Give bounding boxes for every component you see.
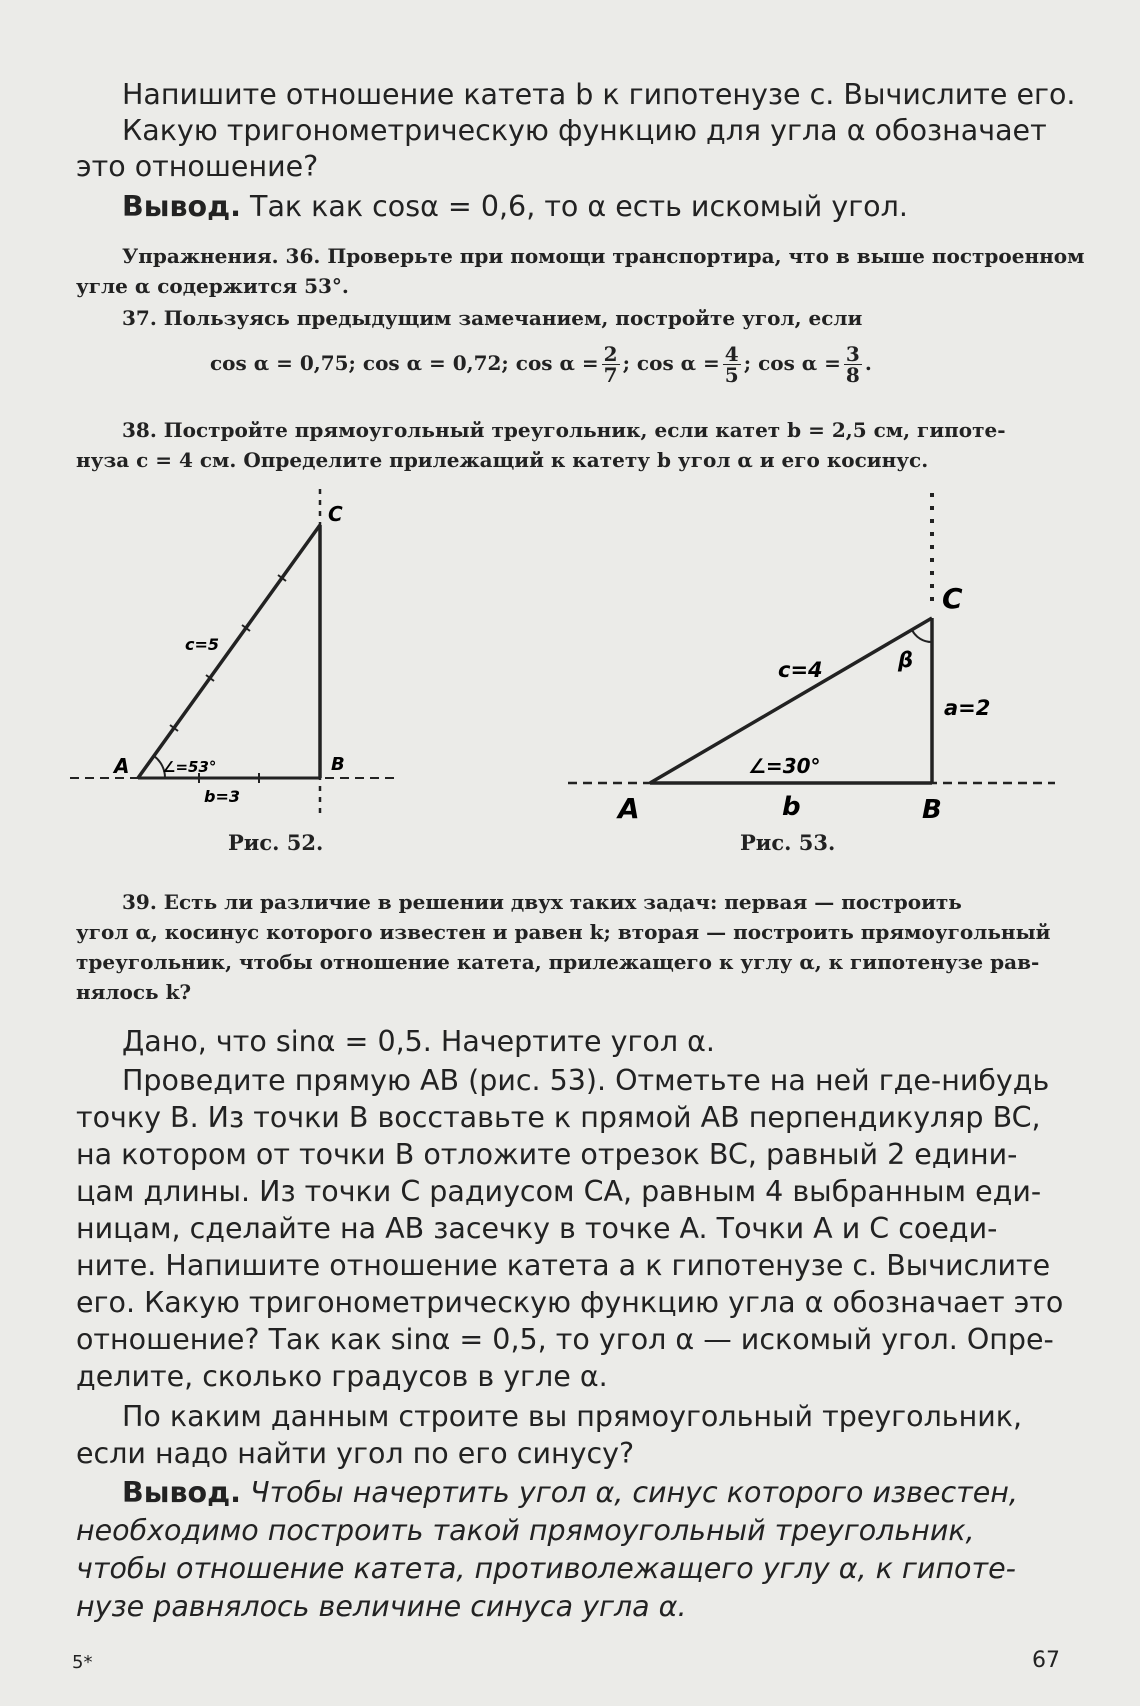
fraction-5: $\frac{3}{8}$ bbox=[845, 342, 860, 387]
exercise-38-line-1: 38. Постройте прямоугольный треугольник, если катет b = 2,5 см, гипоте- bbox=[122, 418, 1006, 442]
body-conclusion-line-4: нузе равнялось величине синуса угла α. bbox=[76, 1590, 687, 1623]
fig52-label-A: A bbox=[114, 754, 130, 778]
exercise-36-label: Упражнения. 36. bbox=[122, 244, 321, 268]
body-p2-line-6: ните. Напишите отношение катета a к гипотенузе c. Вычислите bbox=[76, 1249, 1051, 1282]
figure-53-caption: Рис. 53. bbox=[740, 830, 836, 855]
exercise-37-text: Пользуясь предыдущим замечанием, постройте угол, если bbox=[163, 306, 863, 330]
fig52-label-C: C bbox=[328, 502, 343, 526]
body-p3-line-1: По каким данным строите вы прямоугольный треугольник, bbox=[122, 1400, 1023, 1433]
top-line-2: Какую тригонометрическую функцию для угла α обозначает bbox=[122, 114, 1047, 147]
formula-4-pre: cos α = bbox=[636, 351, 720, 375]
formula-2: cos α = 0,72; bbox=[362, 351, 509, 375]
fig52-label-B: B bbox=[331, 754, 345, 775]
body-p2-line-5: ницам, сделайте на AB засечку в точке A. Точки A и C соеди- bbox=[76, 1212, 998, 1245]
body-p2-line-1: Проведите прямую AB (рис. 53). Отметьте на ней где-нибудь bbox=[122, 1064, 1050, 1097]
exercise-36-line-2: угле α содержится 53°. bbox=[76, 274, 349, 298]
page-number: 67 bbox=[1032, 1648, 1060, 1673]
body-conclusion-text-1: Чтобы начертить угол α, синус которого известен, bbox=[250, 1476, 1018, 1509]
fig53-label-B: B bbox=[922, 795, 942, 825]
body-conclusion-line-2: необходимо построить такой прямоугольный треугольник, bbox=[76, 1514, 975, 1547]
fig53-label-leg-b: b bbox=[782, 792, 801, 822]
figure-53 bbox=[560, 485, 1060, 825]
body-p2-line-7: его. Какую тригонометрическую функцию угла α обозначает это bbox=[76, 1286, 1064, 1319]
body-conclusion-line-1 bbox=[122, 1476, 1018, 1509]
conclusion-text: Так как cosα = 0,6, то α есть искомый угол. bbox=[250, 190, 908, 223]
exercise-39-line-2: угол α, косинус которого известен и равен k; вторая — построить прямоугольный bbox=[76, 920, 1051, 944]
fig52-label-hypotenuse: c=5 bbox=[185, 635, 220, 654]
fig52-label-leg: b=3 bbox=[204, 787, 240, 806]
signature-mark: 5* bbox=[72, 1652, 93, 1673]
body-conclusion-label: Вывод. bbox=[122, 1476, 241, 1509]
exercise-37-num: 37. bbox=[122, 306, 157, 330]
figure-53-lines bbox=[568, 493, 1055, 783]
exercise-36-text: Проверьте при помощи транспортира, что в выше построенном bbox=[327, 244, 1085, 268]
body-p2-line-4: цам длины. Из точки C радиусом CA, равным 4 выбранным еди- bbox=[76, 1175, 1042, 1208]
body-p2-line-2: точку B. Из точки B восставьте к прямой AB перпендикуляр BC, bbox=[76, 1101, 1041, 1134]
fig52-label-angle: ∠=53° bbox=[162, 758, 217, 776]
top-conclusion bbox=[122, 190, 908, 223]
exercise-39-line-1: 39. Есть ли различие в решении двух таких задач: первая — построить bbox=[122, 890, 962, 914]
fig53-label-leg-a: a=2 bbox=[944, 696, 991, 720]
figure-52-caption: Рис. 52. bbox=[228, 830, 324, 855]
body-p2-line-9: делите, сколько градусов в угле α. bbox=[76, 1360, 608, 1393]
top-line-1: Напишите отношение катета b к гипотенузе c. Вычислите его. bbox=[122, 78, 1076, 111]
body-p3-line-2: если надо найти угол по его синусу? bbox=[76, 1437, 635, 1470]
body-p2-line-8: отношение? Так как sinα = 0,5, то угол α — искомый угол. Опре- bbox=[76, 1323, 1054, 1356]
fraction-3: $\frac{2}{7}$ bbox=[603, 342, 618, 387]
body-conclusion-line-3: чтобы отношение катета, противолежащего углу α, к гипоте- bbox=[76, 1552, 1016, 1585]
conclusion-label: Вывод. bbox=[122, 190, 241, 223]
exercise-39-line-4: нялось k? bbox=[76, 980, 192, 1004]
top-line-3: это отношение? bbox=[76, 150, 319, 183]
formula-1: cos α = 0,75; bbox=[210, 351, 356, 375]
exercise-39-line-3: треугольник, чтобы отношение катета, прилежащего к углу α, к гипотенузе рав- bbox=[76, 950, 1040, 974]
fig53-label-hypotenuse: c=4 bbox=[778, 658, 823, 682]
figure-52 bbox=[70, 485, 410, 815]
formula-3-pre: cos α = bbox=[515, 351, 599, 375]
exercise-36-line-1 bbox=[122, 244, 1084, 268]
fig53-label-angle: ∠=30° bbox=[748, 754, 821, 778]
fraction-4: $\frac{4}{5}$ bbox=[724, 342, 739, 387]
fig53-label-beta: β bbox=[898, 648, 914, 672]
body-p1: Дано, что sinα = 0,5. Начертите угол α. bbox=[122, 1025, 715, 1058]
formula-5-pre: cos α = bbox=[758, 351, 841, 375]
body-p2-line-3: на котором от точки B отложите отрезок BC, равный 2 едини- bbox=[76, 1138, 1018, 1171]
fig52-hypotenuse bbox=[138, 525, 320, 778]
fig53-beta-arc bbox=[912, 630, 932, 642]
exercise-37-line bbox=[122, 306, 862, 330]
fig53-label-C: C bbox=[942, 582, 963, 615]
exercise-37-formulas: cos α = 0,75; cos α = 0,72; cos α = $\frac{2}{7}$ ; cos α = $\frac{4}{5}$ ; cos α = $\frac{3}{8}$ . bbox=[210, 342, 872, 387]
fig53-label-A: A bbox=[618, 792, 640, 825]
exercise-38-line-2: нуза c = 4 см. Определите прилежащий к катету b угол α и его косинус. bbox=[76, 448, 929, 472]
